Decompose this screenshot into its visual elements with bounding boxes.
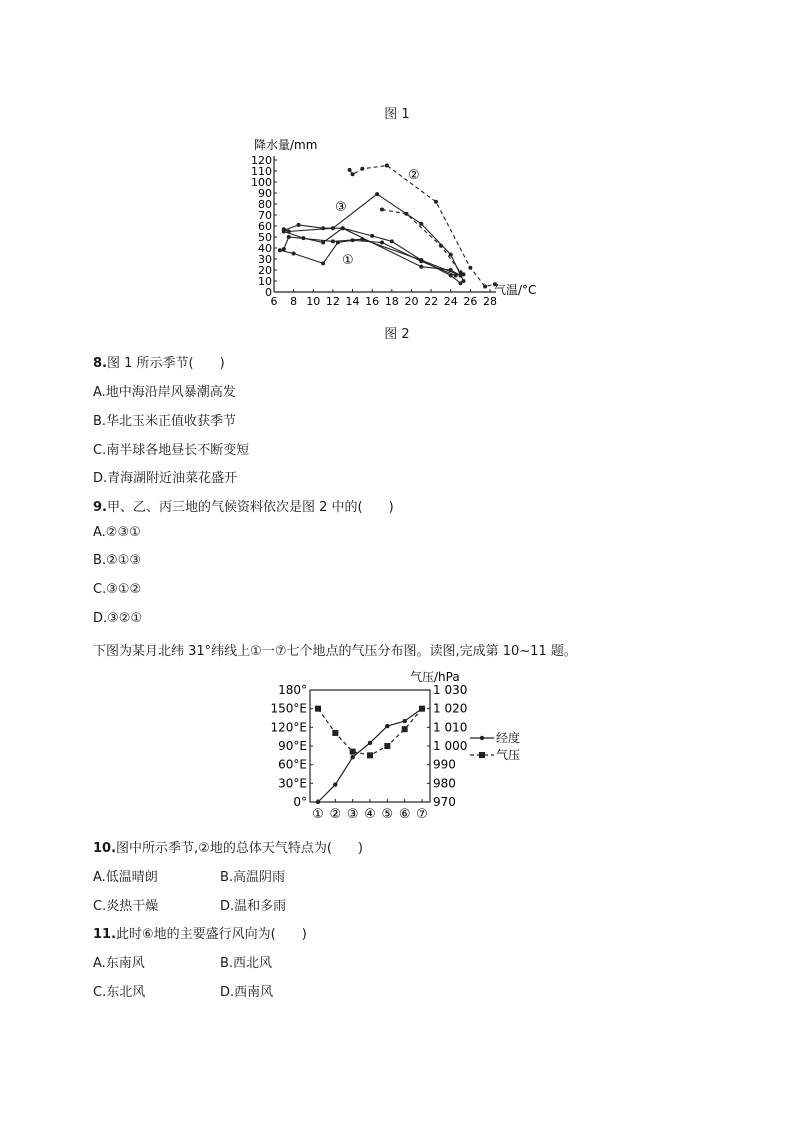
- pressure-point: [384, 743, 390, 749]
- question-11-option-c[interactable]: C.东北风: [93, 985, 146, 1000]
- climate-data-point: [380, 208, 384, 212]
- climate-data-point: [459, 274, 463, 278]
- question-9-option-a[interactable]: A.②③①: [93, 525, 141, 540]
- y-tick-label: 80: [258, 198, 272, 211]
- climate-data-point: [449, 253, 453, 257]
- x-tick-label: 22: [424, 295, 439, 308]
- y-tick-label: 20: [258, 264, 272, 277]
- pressure-point: [315, 706, 321, 712]
- longitude-point: [316, 800, 320, 804]
- question-10-option-b[interactable]: B.高温阴雨: [220, 870, 286, 885]
- left-tick-label: 90°E: [278, 739, 307, 753]
- question-9-option-d[interactable]: D.③②①: [93, 611, 143, 626]
- question-8-option-c[interactable]: C.南半球各地昼长不断变短: [93, 443, 250, 458]
- pressure-chart-legend: [470, 730, 520, 762]
- climate-chart-ylabel: 降水量/mm: [254, 138, 318, 152]
- pressure-point: [332, 730, 338, 736]
- climate-data-point: [380, 241, 384, 245]
- climate-data-point: [419, 265, 423, 269]
- right-tick-label: 1 010: [433, 720, 468, 735]
- x-tick-label: 20: [404, 295, 419, 308]
- climate-data-point: [351, 238, 355, 242]
- left-tick-label: 30°E: [278, 776, 307, 791]
- y-tick-label: 0: [265, 286, 272, 299]
- climate-data-point: [348, 168, 352, 172]
- right-tick-label: 1 000: [433, 739, 468, 753]
- climate-data-point: [292, 252, 296, 256]
- climate-data-point: [419, 259, 423, 263]
- longitude-point: [385, 724, 389, 728]
- left-tick-label: 150°E: [270, 701, 307, 716]
- question-11-number: 11.: [93, 927, 117, 942]
- climate-data-point: [351, 172, 355, 176]
- y-tick-label: 60: [258, 220, 272, 233]
- longitude-point: [350, 755, 354, 759]
- question-9-number: 9.: [93, 500, 107, 515]
- question-11-stem: [93, 923, 307, 942]
- y-tick-label: 110: [251, 165, 272, 178]
- question-9-text: 甲、乙、丙三地的气候资料依次是图 2 中的( ): [106, 500, 394, 515]
- pressure-point: [350, 749, 356, 755]
- longitude-point: [368, 741, 372, 745]
- pressure-chart-series: [315, 706, 425, 805]
- climate-data-point: [419, 222, 423, 226]
- x-tick-label: 14: [345, 295, 360, 308]
- x-tick-label: 24: [443, 295, 458, 308]
- question-9-option-c[interactable]: C.③①②: [93, 582, 142, 597]
- climate-data-point: [278, 248, 282, 252]
- pressure-chart: [270, 665, 530, 825]
- climate-data-point: [454, 274, 458, 278]
- y-tick-label: 120: [251, 154, 272, 167]
- climate-data-point: [336, 241, 340, 245]
- question-8-number: 8.: [93, 356, 107, 371]
- question-11-option-b[interactable]: B.西北风: [220, 956, 273, 971]
- question-9-stem: [93, 496, 394, 515]
- question-8-option-b[interactable]: B.华北玉米正值收获季节: [93, 414, 237, 429]
- climate-data-point: [331, 239, 335, 243]
- x-tick-label: 26: [463, 295, 478, 308]
- y-tick-label: 90: [258, 187, 272, 200]
- climate-data-point: [468, 266, 472, 270]
- x-tick-label: 8: [290, 295, 298, 308]
- question-10-option-d[interactable]: D.温和多雨: [220, 899, 287, 914]
- x-tick-label: 18: [384, 295, 399, 308]
- y-tick-label: 30: [258, 253, 272, 266]
- climate-data-point: [375, 192, 379, 196]
- climate-data-point: [434, 200, 438, 204]
- climate-data-point: [439, 244, 443, 248]
- right-tick-label: 980: [433, 776, 456, 791]
- climate-data-point: [287, 235, 291, 239]
- series-label-2: ②: [408, 168, 420, 183]
- climate-series-line-3: [382, 210, 463, 275]
- figure-1-caption: 图 1: [384, 107, 410, 122]
- question-10-text: 图中所示季节,②地的总体天气特点为( ): [116, 841, 363, 856]
- plot-frame: [310, 690, 430, 802]
- climate-series-line-7: [280, 240, 456, 275]
- y-tick-label: 70: [258, 209, 272, 222]
- legend-pressure: 气压: [496, 748, 521, 762]
- climate-data-point: [390, 239, 394, 243]
- pressure-point: [419, 706, 425, 712]
- climate-data-point: [321, 226, 325, 230]
- category-label: ⑥: [398, 807, 411, 822]
- climate-data-point: [385, 164, 389, 168]
- y-tick-label: 100: [251, 176, 272, 189]
- right-tick-label: 1 030: [433, 683, 468, 697]
- category-label: ③: [346, 807, 359, 822]
- x-tick-label: 28: [483, 295, 497, 308]
- question-10-option-c[interactable]: C.炎热干燥: [93, 899, 159, 914]
- question-11-option-a[interactable]: A.东南风: [93, 956, 145, 971]
- climate-chart: [250, 135, 550, 315]
- x-tick-label: 12: [325, 295, 340, 308]
- y-tick-label: 40: [258, 242, 272, 255]
- y-tick-label: 50: [258, 231, 272, 244]
- climate-chart-series: [278, 164, 497, 289]
- left-tick-label: 60°E: [278, 757, 307, 772]
- series-label-1: ①: [342, 253, 354, 268]
- question-10-option-a[interactable]: A.低温晴朗: [93, 870, 158, 885]
- right-tick-label: 1 020: [433, 701, 468, 716]
- category-label: ⑦: [416, 807, 428, 822]
- climate-data-point: [297, 223, 301, 227]
- category-label: ④: [364, 807, 376, 822]
- category-label: ②: [329, 807, 342, 822]
- climate-series-line-6: [284, 237, 461, 276]
- pressure-chart-right-label: 气压/hPa: [410, 670, 460, 684]
- climate-series-line-4: [284, 225, 461, 283]
- climate-data-point: [341, 226, 345, 230]
- climate-data-point: [321, 261, 325, 265]
- x-tick-label: 6: [270, 295, 278, 308]
- y-tick-label: 10: [258, 275, 272, 288]
- question-11-option-d[interactable]: D.西南风: [220, 985, 274, 1000]
- question-10-stem: [93, 837, 363, 856]
- longitude-point: [333, 782, 337, 786]
- x-tick-label: 10: [306, 295, 321, 308]
- climate-data-point: [360, 167, 364, 171]
- climate-data-point: [405, 212, 409, 216]
- question-11-text: 此时⑥地的主要盛行风向为( ): [116, 927, 307, 942]
- pressure-point: [402, 726, 408, 732]
- series-label-3: ③: [335, 200, 347, 215]
- x-tick-label: 16: [365, 295, 380, 308]
- climate-data-point: [483, 285, 487, 289]
- climate-data-point: [459, 281, 463, 285]
- left-tick-label: 120°E: [270, 720, 307, 735]
- right-tick-label: 970: [433, 795, 456, 809]
- left-tick-label: 180°: [278, 683, 307, 697]
- climate-chart-xlabel: 气温/°C: [494, 283, 537, 297]
- question-8-option-d[interactable]: D.青海湖附近油菜花盛开: [93, 471, 238, 486]
- climate-data-point: [370, 234, 374, 238]
- legend-longitude: 经度: [496, 731, 521, 745]
- question-8-stem: [93, 352, 225, 371]
- section-intro: 下图为某月北纬 31°纬线上①一⑦七个地点的气压分布图。读图,完成第 10~11 题。: [93, 644, 577, 659]
- category-label: ⑤: [381, 807, 394, 822]
- pressure-point: [367, 752, 373, 758]
- figure-2-caption: 图 2: [384, 327, 410, 342]
- left-tick-label: 0°: [293, 795, 307, 809]
- question-10-number: 10.: [93, 841, 117, 856]
- right-tick-label: 990: [433, 757, 456, 772]
- category-label: ①: [312, 807, 324, 822]
- longitude-point: [402, 719, 406, 723]
- question-8-text: 图 1 所示季节( ): [106, 356, 225, 371]
- climate-data-point: [282, 230, 286, 234]
- question-9-option-b[interactable]: B.②①③: [93, 553, 142, 568]
- question-8-option-a[interactable]: A.地中海沿岸风暴潮高发: [93, 385, 236, 400]
